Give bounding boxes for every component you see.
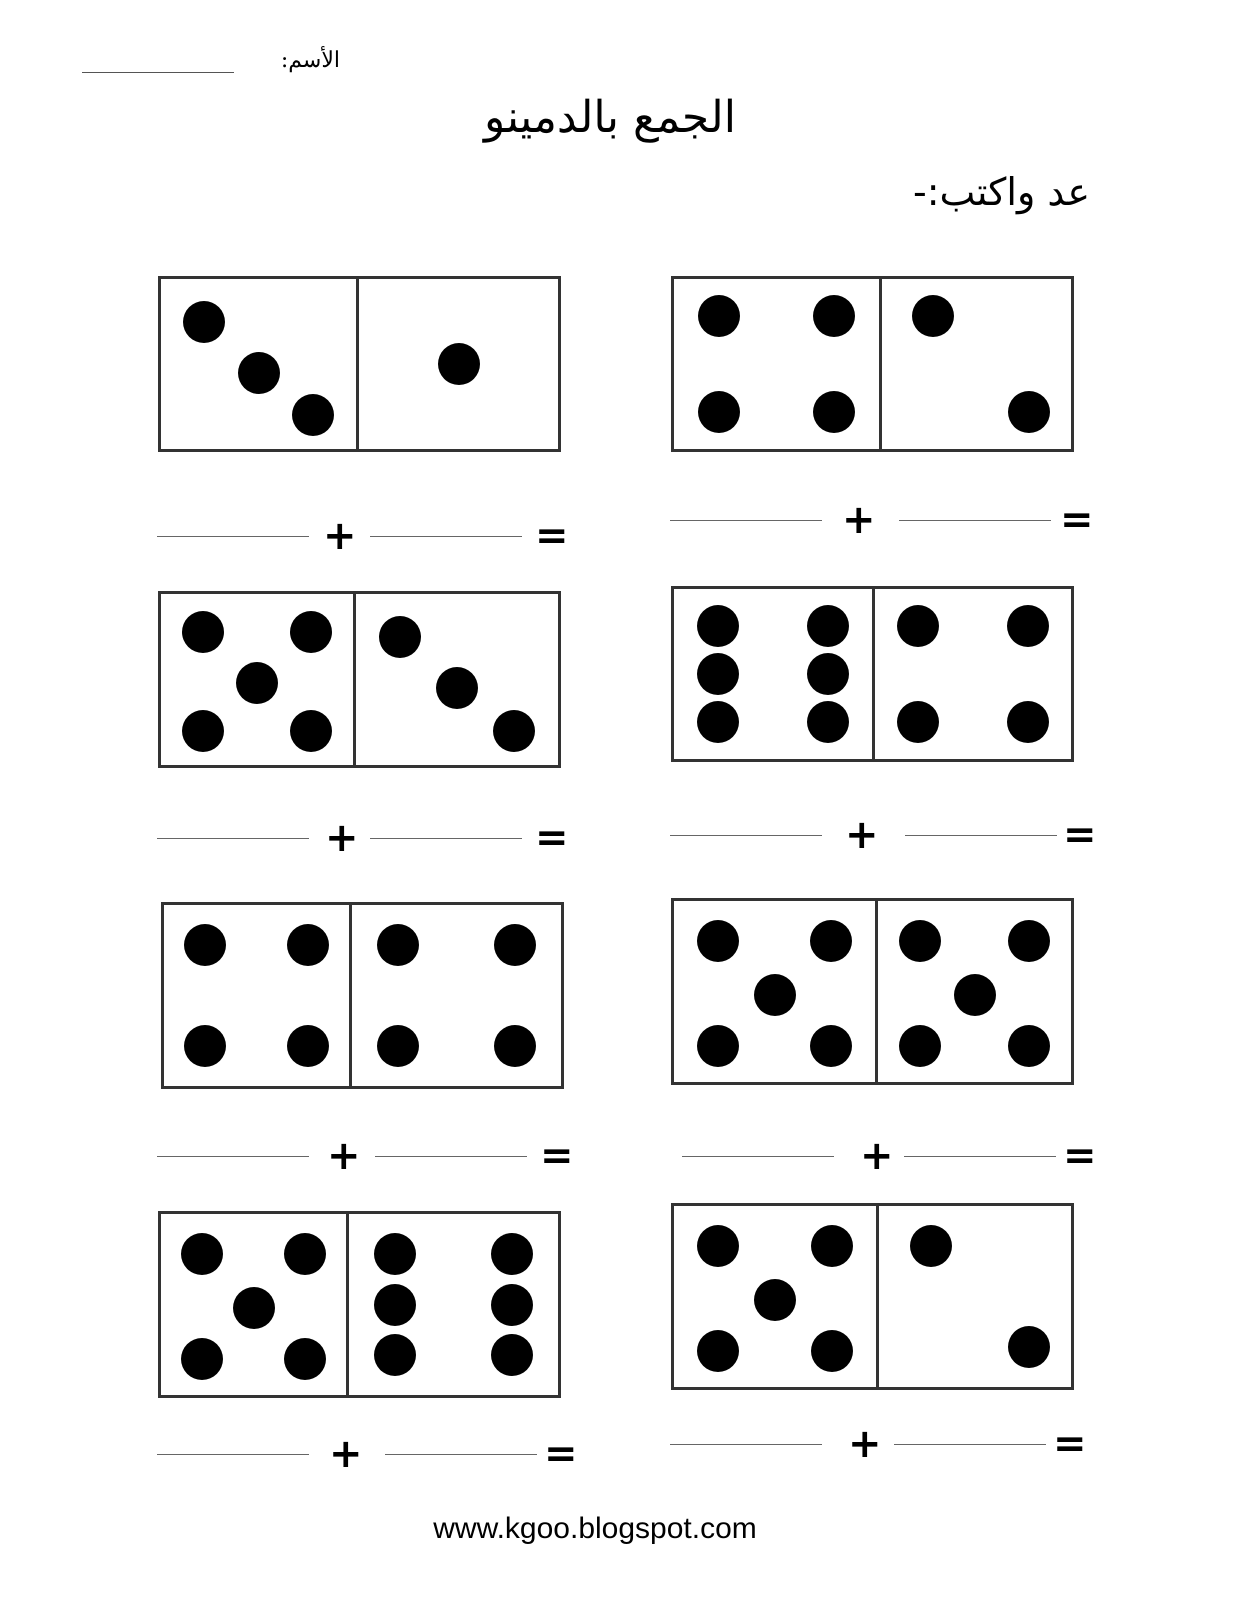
domino-divider — [353, 594, 356, 765]
domino-divider — [879, 279, 882, 449]
domino-pip-right — [954, 974, 996, 1016]
domino-pip-right — [379, 616, 421, 658]
domino-pip-left — [287, 924, 329, 966]
domino-divider — [346, 1214, 349, 1395]
equals-sign: = — [1063, 1133, 1097, 1179]
domino-pip-left — [811, 1330, 853, 1372]
domino-tile — [158, 276, 561, 452]
domino-pip-left — [182, 611, 224, 653]
equation-row — [670, 812, 1105, 858]
domino-pip-left — [754, 1279, 796, 1321]
domino-pip-left — [807, 653, 849, 695]
domino-pip-right — [494, 1025, 536, 1067]
domino-pip-left — [697, 1225, 739, 1267]
domino-pip-left — [813, 295, 855, 337]
domino-divider — [356, 279, 359, 449]
domino-pip-left — [284, 1233, 326, 1275]
domino-pip-left — [287, 1025, 329, 1067]
plus-sign: + — [325, 815, 359, 861]
answer-blank[interactable] — [682, 1156, 834, 1157]
domino-divider — [872, 589, 875, 759]
answer-blank[interactable] — [905, 835, 1057, 836]
name-answer-line — [82, 72, 234, 73]
equation-row — [157, 815, 577, 861]
page-title: الجمع بالدمينو — [484, 92, 736, 143]
answer-blank[interactable] — [670, 520, 822, 521]
domino-pip-left — [697, 1330, 739, 1372]
answer-blank[interactable] — [894, 1444, 1046, 1445]
domino-pip-left — [811, 1225, 853, 1267]
answer-blank[interactable] — [157, 536, 309, 537]
equation-row — [157, 513, 577, 559]
domino-tile — [671, 1203, 1074, 1390]
domino-pip-right — [377, 924, 419, 966]
domino-pip-right — [494, 924, 536, 966]
answer-blank[interactable] — [385, 1454, 537, 1455]
equation-row — [670, 497, 1105, 543]
domino-pip-right — [1008, 391, 1050, 433]
domino-pip-left — [698, 391, 740, 433]
domino-divider — [349, 905, 352, 1086]
equals-sign: = — [1060, 497, 1094, 543]
equals-sign: = — [540, 1133, 574, 1179]
domino-tile — [158, 1211, 561, 1398]
domino-pip-left — [754, 974, 796, 1016]
equation-row — [682, 1133, 1107, 1179]
equation-row — [670, 1421, 1100, 1467]
domino-pip-right — [1007, 701, 1049, 743]
domino-pip-left — [184, 1025, 226, 1067]
domino-tile — [671, 898, 1074, 1085]
plus-sign: + — [845, 812, 879, 858]
domino-tile — [671, 276, 1074, 452]
domino-pip-left — [813, 391, 855, 433]
domino-pip-right — [1008, 1025, 1050, 1067]
domino-pip-left — [238, 352, 280, 394]
answer-blank[interactable] — [670, 835, 822, 836]
answer-blank[interactable] — [670, 1444, 822, 1445]
domino-pip-right — [436, 667, 478, 709]
domino-pip-left — [810, 920, 852, 962]
domino-pip-right — [1008, 920, 1050, 962]
instruction-text: عد واكتب:- — [913, 170, 1090, 214]
equals-sign: = — [535, 513, 569, 559]
domino-pip-left — [697, 701, 739, 743]
answer-blank[interactable] — [157, 1454, 309, 1455]
domino-pip-right — [899, 920, 941, 962]
domino-pip-right — [374, 1233, 416, 1275]
domino-pip-right — [374, 1284, 416, 1326]
equals-sign: = — [535, 815, 569, 861]
answer-blank[interactable] — [899, 520, 1051, 521]
domino-pip-left — [697, 653, 739, 695]
name-label: الأسم: — [280, 48, 340, 73]
domino-tile — [161, 902, 564, 1089]
domino-pip-right — [491, 1284, 533, 1326]
domino-pip-right — [1007, 605, 1049, 647]
answer-blank[interactable] — [370, 838, 522, 839]
domino-pip-right — [899, 1025, 941, 1067]
equals-sign: = — [1063, 812, 1097, 858]
domino-tile — [158, 591, 561, 768]
domino-pip-right — [491, 1233, 533, 1275]
equation-row — [157, 1133, 582, 1179]
domino-pip-right — [897, 605, 939, 647]
domino-pip-right — [897, 701, 939, 743]
domino-pip-left — [233, 1287, 275, 1329]
domino-pip-left — [292, 394, 334, 436]
equals-sign: = — [544, 1431, 578, 1477]
answer-blank[interactable] — [904, 1156, 1056, 1157]
domino-pip-left — [290, 611, 332, 653]
equals-sign: = — [1053, 1421, 1087, 1467]
domino-tile — [671, 586, 1074, 762]
domino-pip-left — [183, 301, 225, 343]
domino-pip-left — [810, 1025, 852, 1067]
domino-pip-right — [374, 1334, 416, 1376]
domino-pip-right — [1008, 1326, 1050, 1368]
domino-divider — [875, 901, 878, 1082]
answer-blank[interactable] — [157, 838, 309, 839]
domino-pip-right — [912, 295, 954, 337]
domino-pip-right — [377, 1025, 419, 1067]
plus-sign: + — [329, 1431, 363, 1477]
domino-pip-left — [807, 605, 849, 647]
domino-pip-left — [236, 662, 278, 704]
domino-pip-left — [697, 605, 739, 647]
domino-pip-left — [181, 1233, 223, 1275]
plus-sign: + — [327, 1133, 361, 1179]
answer-blank[interactable] — [370, 536, 522, 537]
answer-blank[interactable] — [375, 1156, 527, 1157]
plus-sign: + — [860, 1133, 894, 1179]
plus-sign: + — [848, 1421, 882, 1467]
domino-pip-right — [910, 1225, 952, 1267]
domino-pip-right — [493, 710, 535, 752]
domino-pip-left — [697, 1025, 739, 1067]
domino-pip-right — [438, 343, 480, 385]
domino-pip-left — [807, 701, 849, 743]
domino-pip-left — [290, 710, 332, 752]
domino-pip-left — [697, 920, 739, 962]
domino-pip-left — [182, 710, 224, 752]
domino-pip-left — [181, 1338, 223, 1380]
domino-pip-left — [284, 1338, 326, 1380]
domino-pip-left — [698, 295, 740, 337]
plus-sign: + — [323, 513, 357, 559]
domino-divider — [876, 1206, 879, 1387]
domino-pip-right — [491, 1334, 533, 1376]
plus-sign: + — [842, 497, 876, 543]
footer-url: www.kgoo.blogspot.com — [433, 1512, 757, 1545]
domino-pip-left — [184, 924, 226, 966]
equation-row — [157, 1431, 587, 1477]
answer-blank[interactable] — [157, 1156, 309, 1157]
